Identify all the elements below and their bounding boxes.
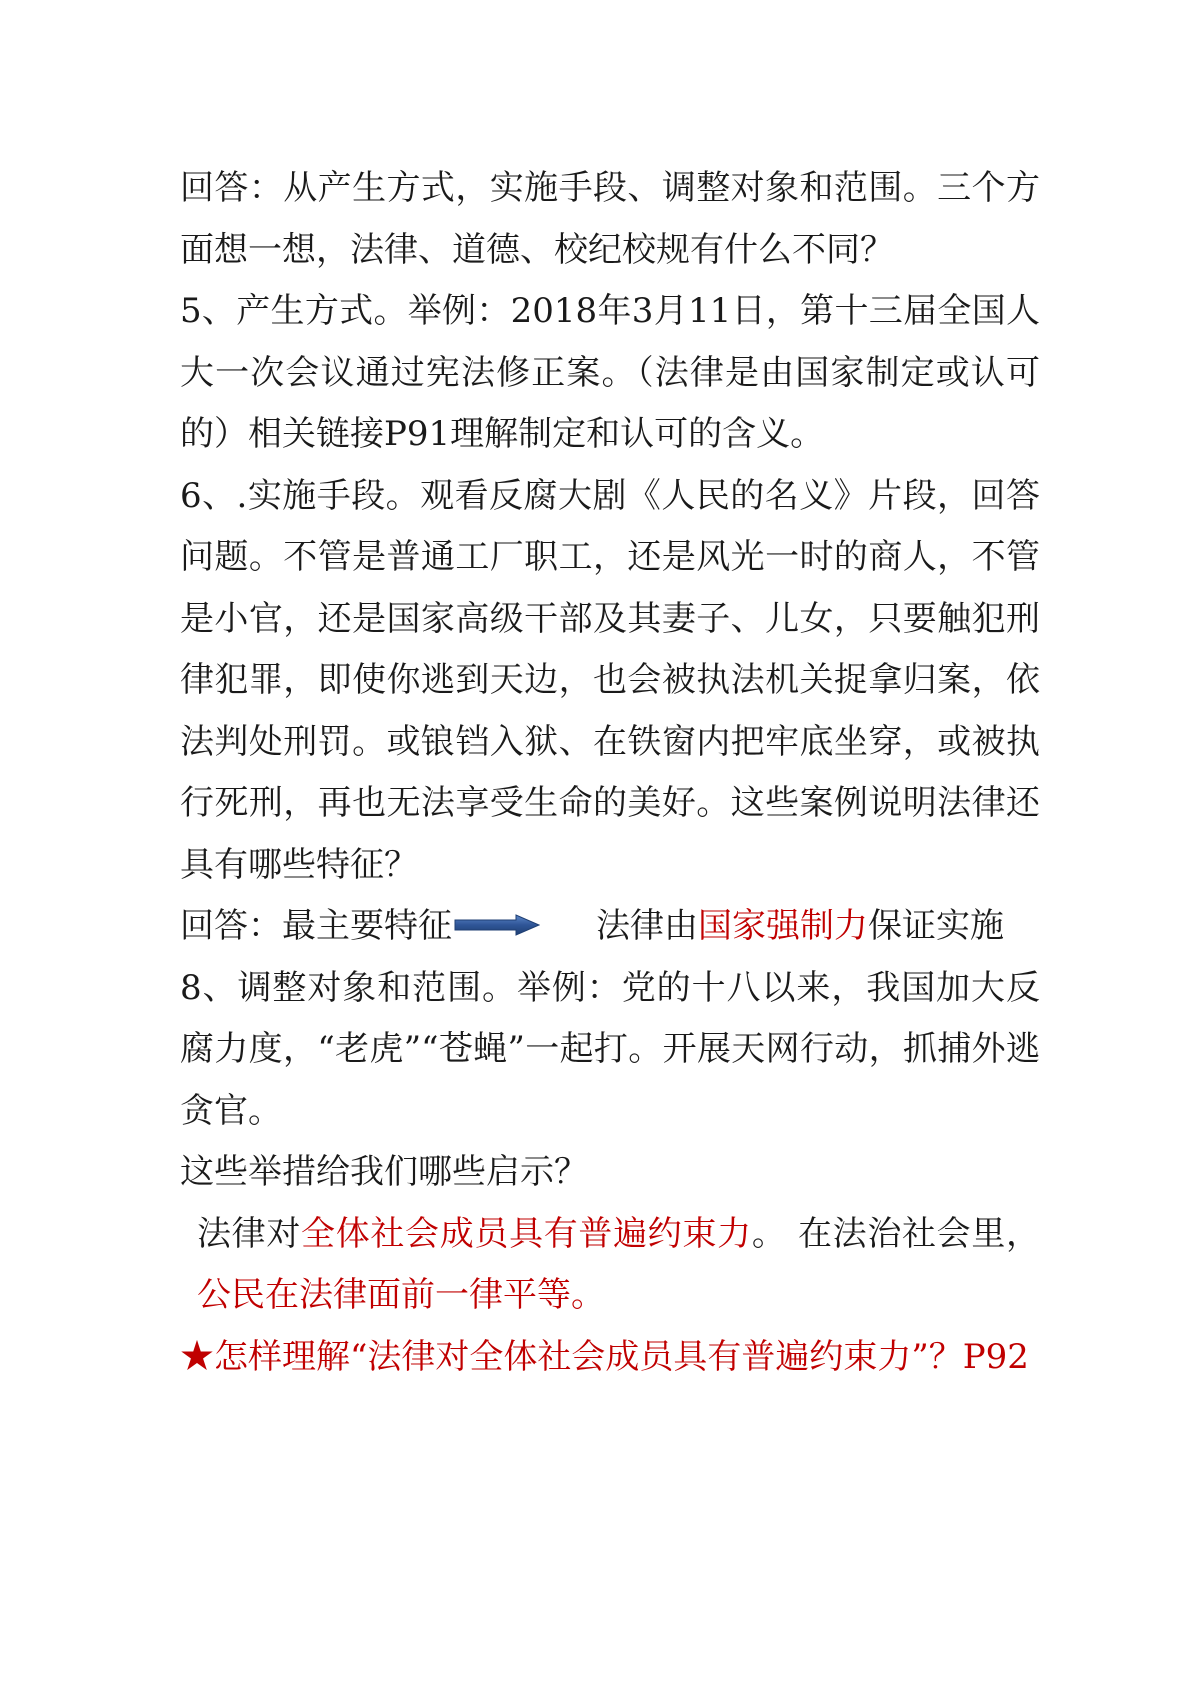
paragraph-item-5: 5、产生方式。举例：2018年3月11日，第十三届全国人大一次会议通过宪法修正案。（法律是由国家制定或认可的）相关链接P91理解制定和认可的含义。 bbox=[180, 291, 1040, 454]
answer-lead: 回答：最主要特征 bbox=[180, 906, 452, 946]
answer-after-arrow: 法律由 bbox=[596, 906, 698, 946]
paragraph-item-8: 8、调整对象和范围。举例：党的十八以来，我国加大反腐力度，“老虎”“苍蝇”一起打。开展天网行动，抓捕外逃贪官。 bbox=[180, 967, 1040, 1131]
highlight-universal-binding: 全体社会成员具有普遍约束力 bbox=[301, 1213, 752, 1254]
right-arrow-icon bbox=[454, 914, 540, 936]
answer-tail: 保证实施 bbox=[868, 906, 1004, 946]
document-body bbox=[180, 158, 1040, 1388]
answer-part-2: 。 在法治社会里， bbox=[751, 1213, 1041, 1254]
answer-part-1: 法律对 bbox=[197, 1213, 302, 1254]
highlight-equality: 公民在法律面前一律平等。 bbox=[197, 1275, 605, 1315]
paragraph-question-inspiration: 这些举措给我们哪些启示？ bbox=[180, 1152, 588, 1192]
highlight-state-coercion: 国家强制力 bbox=[698, 906, 868, 946]
paragraph-item-6: 6、.实施手段。观看反腐大剧《人民的名义》片段，回答问题。不管是普通工厂职工，还是风光一时的商人，不管是小官，还是国家高级干部及其妻子、儿女，只要触犯刑律犯罪，即使你逃到天边，也会被执法机关捉拿归案，依法判处刑罚。或锒铛入狱、在铁窗内把牢底坐穿，或被执行死刑，再也无法享受生命的美好。这些案例说明法律还具有哪些特征？ bbox=[180, 475, 1040, 885]
paragraph-answer-universal-binding bbox=[180, 1204, 1040, 1327]
paragraph-star-question: ★怎样理解“法律对全体社会成员具有普遍约束力”？P92 bbox=[180, 1336, 1029, 1377]
paragraph-answer-comparison: 回答：从产生方式，实施手段、调整对象和范围。三个方面想一想，法律、道德、校纪校规有什么不同？ bbox=[180, 168, 1040, 270]
paragraph-answer-main-feature bbox=[180, 896, 1040, 958]
